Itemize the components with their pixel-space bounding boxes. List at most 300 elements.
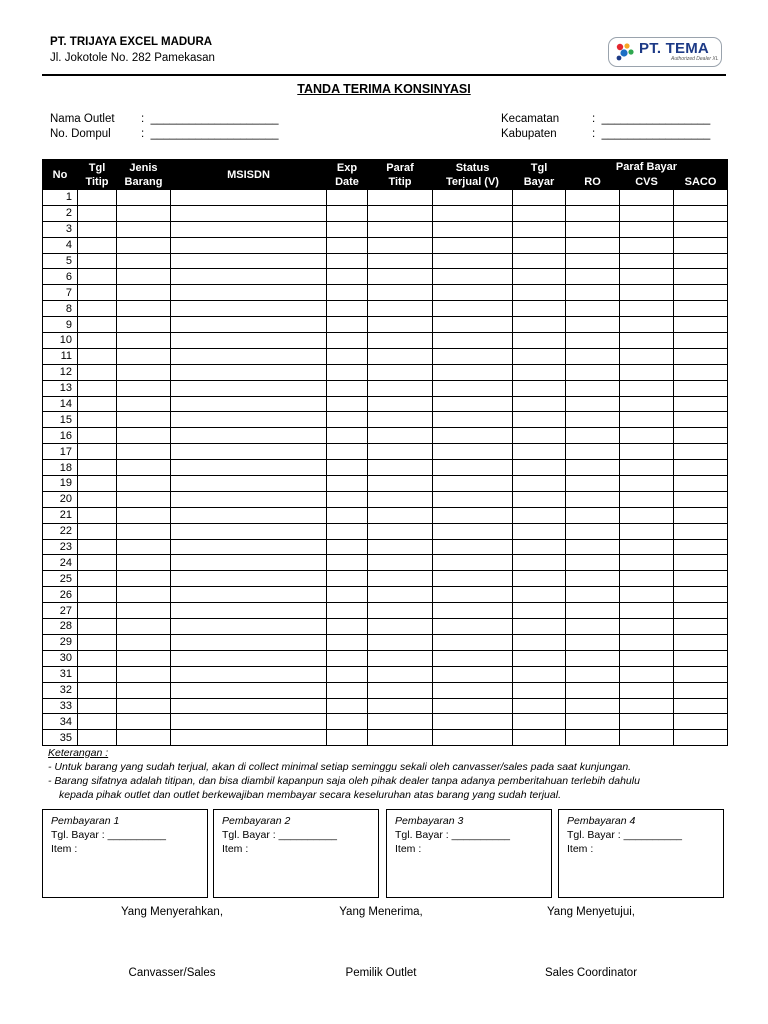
cell-exp-date[interactable]	[327, 603, 368, 619]
field-value-no-dompul[interactable]: : ____________________	[141, 128, 279, 140]
cell-saco[interactable]	[674, 237, 728, 253]
cell-tgl-titip[interactable]	[78, 507, 117, 523]
cell-ro[interactable]	[566, 253, 620, 269]
cell-paraf-titip[interactable]	[368, 190, 433, 206]
cell-jenis-barang[interactable]	[117, 317, 171, 333]
cell-saco[interactable]	[674, 619, 728, 635]
cell-ro[interactable]	[566, 682, 620, 698]
cell-jenis-barang[interactable]	[117, 523, 171, 539]
cell-ro[interactable]	[566, 507, 620, 523]
cell-saco[interactable]	[674, 714, 728, 730]
cell-saco[interactable]	[674, 507, 728, 523]
cell-saco[interactable]	[674, 348, 728, 364]
cell-cvs[interactable]	[620, 603, 674, 619]
cell-status-terjual[interactable]	[433, 190, 513, 206]
cell-status-terjual[interactable]	[433, 221, 513, 237]
cell-tgl-bayar[interactable]	[513, 190, 566, 206]
cell-cvs[interactable]	[620, 714, 674, 730]
cell-status-terjual[interactable]	[433, 253, 513, 269]
cell-exp-date[interactable]	[327, 237, 368, 253]
cell-msisdn[interactable]	[171, 555, 327, 571]
cell-exp-date[interactable]	[327, 730, 368, 746]
cell-jenis-barang[interactable]	[117, 190, 171, 206]
payment-box-2[interactable]	[213, 809, 379, 898]
cell-exp-date[interactable]	[327, 317, 368, 333]
cell-exp-date[interactable]	[327, 650, 368, 666]
cell-paraf-titip[interactable]	[368, 396, 433, 412]
cell-ro[interactable]	[566, 333, 620, 349]
cell-jenis-barang[interactable]	[117, 507, 171, 523]
cell-paraf-titip[interactable]	[368, 650, 433, 666]
cell-msisdn[interactable]	[171, 396, 327, 412]
cell-status-terjual[interactable]	[433, 666, 513, 682]
cell-saco[interactable]	[674, 205, 728, 221]
cell-msisdn[interactable]	[171, 237, 327, 253]
cell-tgl-bayar[interactable]	[513, 491, 566, 507]
cell-ro[interactable]	[566, 619, 620, 635]
cell-ro[interactable]	[566, 190, 620, 206]
cell-tgl-bayar[interactable]	[513, 650, 566, 666]
cell-status-terjual[interactable]	[433, 650, 513, 666]
cell-msisdn[interactable]	[171, 619, 327, 635]
cell-tgl-titip[interactable]	[78, 444, 117, 460]
cell-tgl-bayar[interactable]	[513, 714, 566, 730]
cell-status-terjual[interactable]	[433, 412, 513, 428]
cell-ro[interactable]	[566, 539, 620, 555]
cell-exp-date[interactable]	[327, 476, 368, 492]
cell-saco[interactable]	[674, 730, 728, 746]
cell-ro[interactable]	[566, 269, 620, 285]
cell-jenis-barang[interactable]	[117, 476, 171, 492]
cell-saco[interactable]	[674, 634, 728, 650]
cell-exp-date[interactable]	[327, 428, 368, 444]
cell-ro[interactable]	[566, 364, 620, 380]
cell-paraf-titip[interactable]	[368, 348, 433, 364]
cell-cvs[interactable]	[620, 348, 674, 364]
cell-saco[interactable]	[674, 269, 728, 285]
payment-box-3[interactable]	[386, 809, 552, 898]
cell-tgl-bayar[interactable]	[513, 603, 566, 619]
cell-msisdn[interactable]	[171, 730, 327, 746]
cell-tgl-bayar[interactable]	[513, 428, 566, 444]
cell-tgl-bayar[interactable]	[513, 666, 566, 682]
cell-jenis-barang[interactable]	[117, 348, 171, 364]
cell-saco[interactable]	[674, 301, 728, 317]
cell-paraf-titip[interactable]	[368, 380, 433, 396]
cell-jenis-barang[interactable]	[117, 587, 171, 603]
cell-exp-date[interactable]	[327, 205, 368, 221]
cell-msisdn[interactable]	[171, 190, 327, 206]
cell-tgl-titip[interactable]	[78, 412, 117, 428]
cell-saco[interactable]	[674, 317, 728, 333]
cell-msisdn[interactable]	[171, 634, 327, 650]
cell-saco[interactable]	[674, 539, 728, 555]
cell-cvs[interactable]	[620, 555, 674, 571]
cell-cvs[interactable]	[620, 412, 674, 428]
cell-exp-date[interactable]	[327, 619, 368, 635]
cell-jenis-barang[interactable]	[117, 698, 171, 714]
payment-box-1[interactable]	[42, 809, 208, 898]
cell-tgl-titip[interactable]	[78, 285, 117, 301]
cell-msisdn[interactable]	[171, 476, 327, 492]
cell-msisdn[interactable]	[171, 317, 327, 333]
cell-exp-date[interactable]	[327, 333, 368, 349]
cell-tgl-titip[interactable]	[78, 269, 117, 285]
cell-jenis-barang[interactable]	[117, 619, 171, 635]
cell-status-terjual[interactable]	[433, 364, 513, 380]
cell-msisdn[interactable]	[171, 253, 327, 269]
cell-saco[interactable]	[674, 444, 728, 460]
cell-tgl-bayar[interactable]	[513, 555, 566, 571]
cell-tgl-titip[interactable]	[78, 253, 117, 269]
cell-saco[interactable]	[674, 221, 728, 237]
cell-exp-date[interactable]	[327, 364, 368, 380]
cell-msisdn[interactable]	[171, 571, 327, 587]
cell-status-terjual[interactable]	[433, 460, 513, 476]
cell-tgl-titip[interactable]	[78, 301, 117, 317]
cell-ro[interactable]	[566, 428, 620, 444]
cell-saco[interactable]	[674, 491, 728, 507]
cell-cvs[interactable]	[620, 317, 674, 333]
cell-tgl-titip[interactable]	[78, 650, 117, 666]
cell-jenis-barang[interactable]	[117, 682, 171, 698]
cell-tgl-bayar[interactable]	[513, 523, 566, 539]
cell-tgl-titip[interactable]	[78, 190, 117, 206]
cell-exp-date[interactable]	[327, 491, 368, 507]
cell-paraf-titip[interactable]	[368, 221, 433, 237]
cell-tgl-titip[interactable]	[78, 476, 117, 492]
cell-ro[interactable]	[566, 285, 620, 301]
cell-ro[interactable]	[566, 714, 620, 730]
cell-tgl-bayar[interactable]	[513, 348, 566, 364]
cell-tgl-titip[interactable]	[78, 682, 117, 698]
cell-saco[interactable]	[674, 380, 728, 396]
cell-status-terjual[interactable]	[433, 714, 513, 730]
cell-paraf-titip[interactable]	[368, 364, 433, 380]
cell-tgl-bayar[interactable]	[513, 460, 566, 476]
cell-paraf-titip[interactable]	[368, 205, 433, 221]
cell-paraf-titip[interactable]	[368, 253, 433, 269]
cell-status-terjual[interactable]	[433, 444, 513, 460]
cell-status-terjual[interactable]	[433, 333, 513, 349]
cell-paraf-titip[interactable]	[368, 301, 433, 317]
cell-cvs[interactable]	[620, 619, 674, 635]
cell-cvs[interactable]	[620, 364, 674, 380]
cell-exp-date[interactable]	[327, 396, 368, 412]
cell-jenis-barang[interactable]	[117, 221, 171, 237]
cell-exp-date[interactable]	[327, 571, 368, 587]
cell-cvs[interactable]	[620, 571, 674, 587]
cell-paraf-titip[interactable]	[368, 269, 433, 285]
cell-paraf-titip[interactable]	[368, 237, 433, 253]
cell-status-terjual[interactable]	[433, 301, 513, 317]
cell-paraf-titip[interactable]	[368, 476, 433, 492]
cell-exp-date[interactable]	[327, 285, 368, 301]
cell-msisdn[interactable]	[171, 285, 327, 301]
cell-tgl-titip[interactable]	[78, 348, 117, 364]
cell-cvs[interactable]	[620, 205, 674, 221]
cell-status-terjual[interactable]	[433, 523, 513, 539]
cell-exp-date[interactable]	[327, 269, 368, 285]
cell-ro[interactable]	[566, 412, 620, 428]
cell-paraf-titip[interactable]	[368, 333, 433, 349]
cell-exp-date[interactable]	[327, 444, 368, 460]
cell-cvs[interactable]	[620, 460, 674, 476]
cell-tgl-bayar[interactable]	[513, 221, 566, 237]
cell-jenis-barang[interactable]	[117, 253, 171, 269]
cell-jenis-barang[interactable]	[117, 666, 171, 682]
cell-cvs[interactable]	[620, 221, 674, 237]
cell-cvs[interactable]	[620, 634, 674, 650]
field-value-nama-outlet[interactable]: : ____________________	[141, 113, 279, 125]
cell-saco[interactable]	[674, 650, 728, 666]
cell-jenis-barang[interactable]	[117, 460, 171, 476]
cell-jenis-barang[interactable]	[117, 428, 171, 444]
cell-tgl-bayar[interactable]	[513, 571, 566, 587]
cell-saco[interactable]	[674, 333, 728, 349]
cell-exp-date[interactable]	[327, 555, 368, 571]
cell-tgl-bayar[interactable]	[513, 253, 566, 269]
cell-msisdn[interactable]	[171, 682, 327, 698]
cell-saco[interactable]	[674, 587, 728, 603]
cell-saco[interactable]	[674, 396, 728, 412]
cell-msisdn[interactable]	[171, 412, 327, 428]
cell-tgl-bayar[interactable]	[513, 333, 566, 349]
cell-tgl-bayar[interactable]	[513, 476, 566, 492]
cell-jenis-barang[interactable]	[117, 412, 171, 428]
cell-exp-date[interactable]	[327, 587, 368, 603]
cell-exp-date[interactable]	[327, 682, 368, 698]
cell-status-terjual[interactable]	[433, 539, 513, 555]
cell-cvs[interactable]	[620, 333, 674, 349]
cell-tgl-bayar[interactable]	[513, 396, 566, 412]
cell-tgl-titip[interactable]	[78, 571, 117, 587]
cell-saco[interactable]	[674, 682, 728, 698]
cell-tgl-titip[interactable]	[78, 539, 117, 555]
cell-exp-date[interactable]	[327, 221, 368, 237]
cell-cvs[interactable]	[620, 507, 674, 523]
cell-cvs[interactable]	[620, 285, 674, 301]
cell-status-terjual[interactable]	[433, 682, 513, 698]
cell-cvs[interactable]	[620, 666, 674, 682]
cell-ro[interactable]	[566, 555, 620, 571]
cell-cvs[interactable]	[620, 523, 674, 539]
cell-tgl-titip[interactable]	[78, 730, 117, 746]
cell-tgl-bayar[interactable]	[513, 444, 566, 460]
cell-exp-date[interactable]	[327, 190, 368, 206]
cell-msisdn[interactable]	[171, 380, 327, 396]
cell-ro[interactable]	[566, 205, 620, 221]
cell-saco[interactable]	[674, 666, 728, 682]
cell-saco[interactable]	[674, 364, 728, 380]
cell-jenis-barang[interactable]	[117, 380, 171, 396]
cell-cvs[interactable]	[620, 698, 674, 714]
cell-status-terjual[interactable]	[433, 634, 513, 650]
cell-cvs[interactable]	[620, 730, 674, 746]
cell-paraf-titip[interactable]	[368, 523, 433, 539]
cell-tgl-titip[interactable]	[78, 380, 117, 396]
cell-cvs[interactable]	[620, 301, 674, 317]
cell-tgl-titip[interactable]	[78, 666, 117, 682]
cell-cvs[interactable]	[620, 491, 674, 507]
cell-jenis-barang[interactable]	[117, 539, 171, 555]
cell-tgl-bayar[interactable]	[513, 730, 566, 746]
cell-msisdn[interactable]	[171, 269, 327, 285]
cell-cvs[interactable]	[620, 396, 674, 412]
cell-saco[interactable]	[674, 476, 728, 492]
cell-msisdn[interactable]	[171, 603, 327, 619]
cell-msisdn[interactable]	[171, 301, 327, 317]
cell-ro[interactable]	[566, 444, 620, 460]
cell-status-terjual[interactable]	[433, 348, 513, 364]
cell-status-terjual[interactable]	[433, 285, 513, 301]
cell-exp-date[interactable]	[327, 698, 368, 714]
cell-status-terjual[interactable]	[433, 476, 513, 492]
cell-saco[interactable]	[674, 523, 728, 539]
cell-ro[interactable]	[566, 348, 620, 364]
cell-paraf-titip[interactable]	[368, 491, 433, 507]
cell-msisdn[interactable]	[171, 205, 327, 221]
cell-tgl-titip[interactable]	[78, 555, 117, 571]
cell-ro[interactable]	[566, 603, 620, 619]
cell-paraf-titip[interactable]	[368, 666, 433, 682]
cell-jenis-barang[interactable]	[117, 396, 171, 412]
cell-tgl-bayar[interactable]	[513, 634, 566, 650]
cell-ro[interactable]	[566, 650, 620, 666]
cell-paraf-titip[interactable]	[368, 603, 433, 619]
cell-status-terjual[interactable]	[433, 237, 513, 253]
cell-saco[interactable]	[674, 571, 728, 587]
cell-ro[interactable]	[566, 523, 620, 539]
cell-cvs[interactable]	[620, 428, 674, 444]
cell-tgl-bayar[interactable]	[513, 412, 566, 428]
cell-ro[interactable]	[566, 634, 620, 650]
cell-exp-date[interactable]	[327, 412, 368, 428]
cell-jenis-barang[interactable]	[117, 301, 171, 317]
cell-jenis-barang[interactable]	[117, 650, 171, 666]
cell-saco[interactable]	[674, 428, 728, 444]
cell-msisdn[interactable]	[171, 428, 327, 444]
cell-ro[interactable]	[566, 221, 620, 237]
cell-saco[interactable]	[674, 698, 728, 714]
cell-tgl-titip[interactable]	[78, 396, 117, 412]
cell-tgl-bayar[interactable]	[513, 205, 566, 221]
cell-paraf-titip[interactable]	[368, 682, 433, 698]
cell-tgl-titip[interactable]	[78, 587, 117, 603]
cell-tgl-titip[interactable]	[78, 221, 117, 237]
cell-saco[interactable]	[674, 412, 728, 428]
cell-ro[interactable]	[566, 380, 620, 396]
cell-ro[interactable]	[566, 491, 620, 507]
cell-ro[interactable]	[566, 587, 620, 603]
cell-msisdn[interactable]	[171, 221, 327, 237]
cell-tgl-bayar[interactable]	[513, 237, 566, 253]
cell-saco[interactable]	[674, 555, 728, 571]
cell-ro[interactable]	[566, 666, 620, 682]
cell-exp-date[interactable]	[327, 539, 368, 555]
field-value-kabupaten[interactable]: : _________________	[592, 128, 711, 140]
cell-tgl-bayar[interactable]	[513, 507, 566, 523]
cell-paraf-titip[interactable]	[368, 317, 433, 333]
cell-jenis-barang[interactable]	[117, 444, 171, 460]
cell-jenis-barang[interactable]	[117, 714, 171, 730]
cell-tgl-titip[interactable]	[78, 634, 117, 650]
cell-status-terjual[interactable]	[433, 698, 513, 714]
cell-jenis-barang[interactable]	[117, 634, 171, 650]
cell-status-terjual[interactable]	[433, 317, 513, 333]
cell-msisdn[interactable]	[171, 460, 327, 476]
cell-tgl-titip[interactable]	[78, 364, 117, 380]
cell-status-terjual[interactable]	[433, 507, 513, 523]
cell-saco[interactable]	[674, 253, 728, 269]
cell-jenis-barang[interactable]	[117, 603, 171, 619]
cell-exp-date[interactable]	[327, 634, 368, 650]
cell-ro[interactable]	[566, 396, 620, 412]
cell-exp-date[interactable]	[327, 253, 368, 269]
cell-exp-date[interactable]	[327, 460, 368, 476]
cell-cvs[interactable]	[620, 444, 674, 460]
cell-status-terjual[interactable]	[433, 619, 513, 635]
cell-paraf-titip[interactable]	[368, 698, 433, 714]
cell-exp-date[interactable]	[327, 714, 368, 730]
cell-saco[interactable]	[674, 460, 728, 476]
cell-jenis-barang[interactable]	[117, 205, 171, 221]
cell-cvs[interactable]	[620, 380, 674, 396]
cell-msisdn[interactable]	[171, 698, 327, 714]
cell-tgl-bayar[interactable]	[513, 301, 566, 317]
cell-tgl-bayar[interactable]	[513, 317, 566, 333]
cell-ro[interactable]	[566, 698, 620, 714]
cell-jenis-barang[interactable]	[117, 571, 171, 587]
cell-status-terjual[interactable]	[433, 603, 513, 619]
cell-paraf-titip[interactable]	[368, 587, 433, 603]
cell-msisdn[interactable]	[171, 666, 327, 682]
cell-tgl-titip[interactable]	[78, 237, 117, 253]
cell-paraf-titip[interactable]	[368, 412, 433, 428]
cell-status-terjual[interactable]	[433, 269, 513, 285]
cell-paraf-titip[interactable]	[368, 555, 433, 571]
cell-status-terjual[interactable]	[433, 587, 513, 603]
cell-cvs[interactable]	[620, 269, 674, 285]
cell-msisdn[interactable]	[171, 650, 327, 666]
cell-tgl-titip[interactable]	[78, 714, 117, 730]
cell-jenis-barang[interactable]	[117, 364, 171, 380]
cell-status-terjual[interactable]	[433, 396, 513, 412]
cell-saco[interactable]	[674, 190, 728, 206]
cell-exp-date[interactable]	[327, 348, 368, 364]
cell-tgl-titip[interactable]	[78, 333, 117, 349]
cell-paraf-titip[interactable]	[368, 619, 433, 635]
cell-paraf-titip[interactable]	[368, 285, 433, 301]
cell-tgl-titip[interactable]	[78, 523, 117, 539]
cell-cvs[interactable]	[620, 682, 674, 698]
cell-cvs[interactable]	[620, 190, 674, 206]
cell-saco[interactable]	[674, 285, 728, 301]
cell-msisdn[interactable]	[171, 491, 327, 507]
cell-tgl-bayar[interactable]	[513, 698, 566, 714]
cell-status-terjual[interactable]	[433, 555, 513, 571]
cell-cvs[interactable]	[620, 650, 674, 666]
cell-tgl-bayar[interactable]	[513, 269, 566, 285]
cell-jenis-barang[interactable]	[117, 730, 171, 746]
cell-msisdn[interactable]	[171, 348, 327, 364]
cell-paraf-titip[interactable]	[368, 634, 433, 650]
cell-tgl-bayar[interactable]	[513, 380, 566, 396]
cell-msisdn[interactable]	[171, 539, 327, 555]
cell-jenis-barang[interactable]	[117, 333, 171, 349]
cell-tgl-bayar[interactable]	[513, 587, 566, 603]
cell-exp-date[interactable]	[327, 380, 368, 396]
